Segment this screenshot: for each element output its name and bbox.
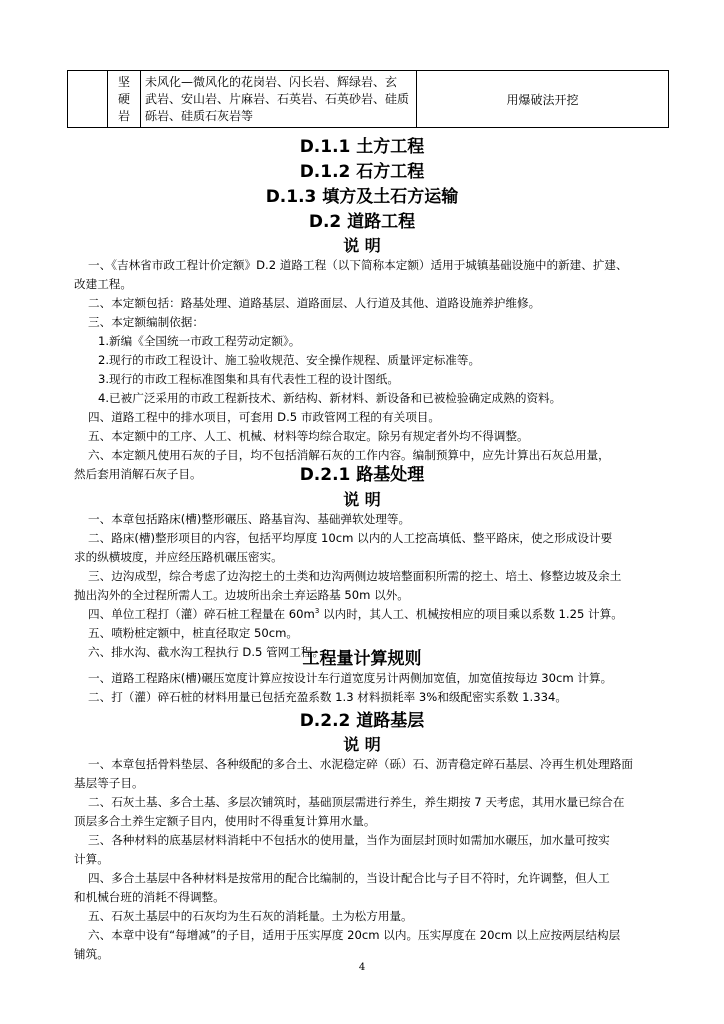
description-line: 武岩、安山岩、片麻岩、石英岩、石英砂岩、硅质 — [145, 91, 410, 106]
heading-d112: D.1.2 石方工程 — [299, 162, 425, 182]
description-line: 未风化—微风化的花岗岩、闪长岩、辉绿岩、玄 — [145, 74, 398, 89]
paragraph: 求的纵横坡度，并应经压路机碾压密实。 — [74, 550, 283, 564]
paragraph: 二、打（灌）碎石桩的材料用量已包括充盈系数 1.3 材料损耗率 3%和级配密实系数 1.334。 — [88, 690, 567, 704]
paragraph: 基层等子目。 — [74, 776, 144, 790]
heading-d2: D.2 道路工程 — [308, 212, 416, 232]
paragraph: 一、《吉林省市政工程计价定额》D.2 道路工程（以下简称本定额）适用于城镇基础设施中的新建、扩建、 — [88, 258, 628, 272]
paragraph: 一、本章包括骨料垫层、各种级配的多合土、水泥稳定碎（砾）石、沥青稳定碎石基层、冷再生机处理路面 — [88, 757, 633, 771]
description-line: 砾岩、硅质石灰岩等 — [145, 108, 254, 123]
heading-calculation-rules: 工程量计算规则 — [302, 649, 422, 669]
paragraph: 三、本定额编制依据： — [88, 315, 204, 329]
paragraph: 抛出沟外的全过程所需人工。边坡所出余土弃运路基 50m 以外。 — [74, 588, 409, 602]
paragraph: 四、道路工程中的排水项目，可套用 D.5 市政管网工程的有关项目。 — [88, 410, 440, 424]
category-char: 坚 — [117, 74, 130, 89]
paragraph: 顶层多合土养生定额子目内，使用时不得重复计算用水量。 — [74, 814, 376, 828]
heading-notes: 说 明 — [343, 490, 381, 509]
paragraph: 六、排水沟、截水沟工程执行 D.5 管网工程。 — [88, 645, 325, 659]
list-item: 2.现行的市政工程设计、施工验收规范、安全操作规程、质量评定标准等。 — [98, 353, 481, 367]
heading-d113: D.1.3 填方及土石方运输 — [265, 187, 459, 207]
rock-category-cell — [108, 71, 141, 128]
page-number: 4 — [358, 962, 366, 973]
paragraph: 然后套用消解石灰子目。 — [74, 467, 202, 481]
paragraph: 五、本定额中的工序、人工、机械、材料等均综合取定。除另有规定者外均不得调整。 — [88, 429, 529, 443]
paragraph: 二、石灰土基、多合土基、多层次铺筑时，基础顶层需进行养生，养生期按 7 天考虑，其用水量已综合在 — [88, 795, 625, 809]
paragraph: 铺筑。 — [74, 947, 109, 961]
paragraph: 二、本定额包括：路基处理、道路基层、道路面层、人行道及其他、道路设施养护维修。 — [88, 296, 541, 310]
paragraph: 和机械台班的消耗不得调整。 — [74, 890, 225, 904]
paragraph: 六、本章中设有“每增减”的子目，适用于压实厚度 20cm 以内。压实厚度在 20cm 以上应按两层结构层 — [88, 928, 621, 942]
list-item: 1.新编《全国统一市政工程劳动定额》。 — [98, 334, 301, 348]
paragraph: 六、本定额凡使用石灰的子目，均不包括消解石灰的工作内容。编制预算中，应先计算出石灰总用量， — [88, 448, 610, 462]
paragraph: 一、本章包括路床(槽)整形碾压、路基盲沟、基础弹软处理等。 — [88, 512, 411, 526]
excavation-method-cell: 用爆破法开挖 — [417, 71, 669, 128]
rock-classification-table — [67, 70, 669, 128]
empty-cell — [68, 71, 108, 128]
heading-d21: D.2.1 路基处理 — [299, 465, 425, 485]
rock-description-cell — [141, 71, 417, 128]
superscript: 3 — [314, 607, 320, 616]
paragraph — [88, 605, 688, 624]
heading-d111: D.1.1 土方工程 — [299, 137, 425, 157]
paragraph: 改建工程。 — [74, 277, 132, 291]
table-row — [68, 71, 669, 128]
heading-d22: D.2.2 道路基层 — [299, 711, 425, 731]
paragraph: 三、各种材料的底基层材料消耗中不包括水的使用量，当作为面层封顶时如需加水碾压，加水量可按实 — [88, 833, 610, 847]
heading-notes: 说 明 — [343, 735, 381, 754]
paragraph: 五、喷粉桩定额中，桩直径取定 50cm。 — [88, 626, 299, 640]
paragraph: 计算。 — [74, 852, 109, 866]
paragraph: 二、路床(槽)整形项目的内容，包括平均厚度 10cm 以内的人工挖高填低、整平路床，使之形成设计要 — [88, 531, 613, 545]
list-item: 3.现行的市政工程标准图集和具有代表性工程的设计图纸。 — [98, 372, 399, 386]
paragraph: 三、边沟成型，综合考虑了边沟挖土的土类和边沟两侧边坡培整面积所需的挖土、培土、修整边坡及余土 — [88, 569, 622, 583]
heading-notes: 说 明 — [343, 236, 381, 255]
category-char: 岩 — [117, 108, 130, 123]
paragraph: 五、石灰土基层中的石灰均为生石灰的消耗量。土为松方用量。 — [88, 909, 413, 923]
paragraph: 一、道路工程路床(槽)碾压宽度计算应按设计车行道宽度另计两侧加宽值，加宽值按每边 30cm 计算。 — [88, 671, 613, 685]
paragraph: 四、多合土基层中各种材料是按常用的配合比编制的，当设计配合比与子目不符时，允许调整，但人工 — [88, 871, 610, 885]
paragraph-text: 以内时，其人工、机械按相应的项目乘以系数 1.25 计算。 — [319, 607, 623, 621]
category-char: 硬 — [117, 91, 130, 106]
list-item: 4.已被广泛采用的市政工程新技术、新结构、新材料、新设备和已被检验确定成熟的资料。 — [98, 391, 562, 405]
paragraph-text: 四、单位工程打（灌）碎石桩工程量在 60m — [88, 607, 315, 621]
